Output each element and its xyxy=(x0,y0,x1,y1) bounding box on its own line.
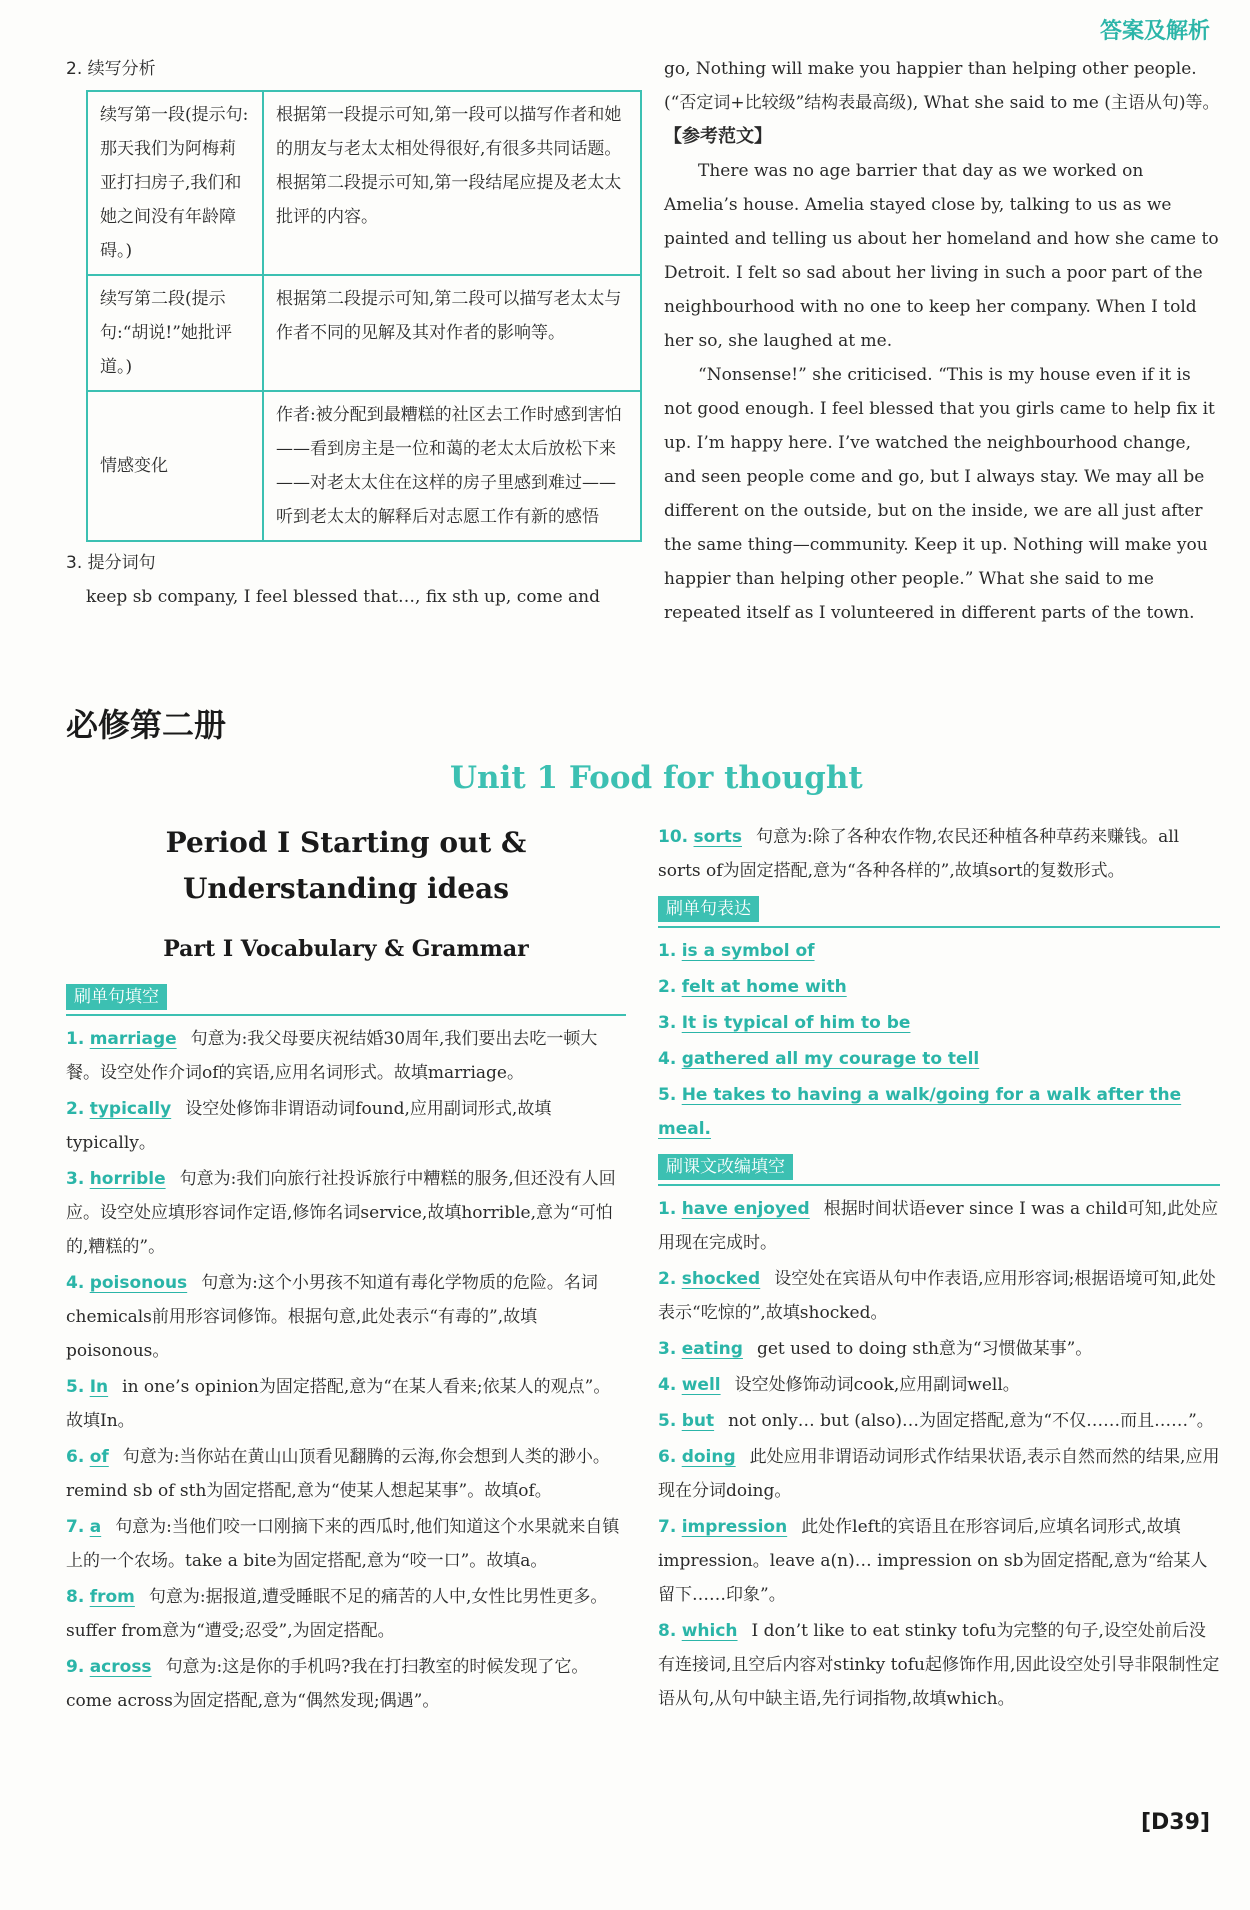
item-number: 1. xyxy=(658,1199,677,1219)
answer: but xyxy=(681,1411,715,1431)
top-right-column xyxy=(664,52,1220,630)
item-number: 5. xyxy=(66,1377,85,1397)
explanation: 句意为:我们向旅行社投诉旅行中糟糕的服务,但还没有人回应。设空处应填形容词作定语,修饰名词service,故填horrible,意为“可怕的,糟糕的”。 xyxy=(66,1169,616,1257)
answer: of xyxy=(89,1447,109,1467)
explanation: 此处作left的宾语且在形容词后,应填名词形式,故填impression。leave a(n)… impression on sb为固定搭配,意为“给某人留下……印象”。 xyxy=(658,1517,1208,1605)
item-number: 3. xyxy=(66,1169,85,1189)
fanwen-label: 【参考范文】 xyxy=(664,126,772,147)
item-number: 2. xyxy=(658,1269,677,1289)
answer: doing xyxy=(681,1447,736,1467)
explanation: 句意为:除了各种农作物,农民还种植各种草药来赚钱。all sorts of为固定搭配,意为“各种各样的”,故填sort的复数形式。 xyxy=(658,827,1180,881)
explanation: 根据时间状语ever since I was a child可知,此处应用现在完成时。 xyxy=(658,1199,1219,1253)
list-item xyxy=(658,1614,1220,1716)
list-item xyxy=(66,1580,626,1648)
list-item xyxy=(66,1266,626,1368)
answer: across xyxy=(89,1657,152,1677)
period-title xyxy=(66,820,626,912)
period-line: Understanding ideas xyxy=(183,872,509,905)
section-badge: 刷课文改编填空 xyxy=(658,1154,793,1180)
answer: is a symbol of xyxy=(681,941,815,961)
answer: have enjoyed xyxy=(681,1199,810,1219)
explanation: 设空处在宾语从句中作表语,应用形容词;根据语境可知,此处表示“吃惊的”,故填shocked。 xyxy=(658,1269,1216,1323)
list-item xyxy=(66,1370,626,1438)
list-item xyxy=(66,1092,626,1160)
answer: horrible xyxy=(89,1169,166,1189)
answer: felt at home with xyxy=(681,977,847,997)
answer: gathered all my courage to tell xyxy=(681,1049,980,1069)
table-key: 情感变化 xyxy=(87,391,263,541)
part-title: Part Ⅰ Vocabulary & Grammar xyxy=(163,936,529,962)
explanation: 句意为:当他们咬一口刚摘下来的西瓜时,他们知道这个水果就来自镇上的一个农场。take a bite为固定搭配,意为“咬一口”。故填a。 xyxy=(66,1517,620,1571)
explanation: 句意为:这是你的手机吗?我在打扫教室的时候发现了它。come across为固定搭配,意为“偶然发现;偶遇”。 xyxy=(66,1657,589,1711)
analysis-table xyxy=(86,90,642,542)
list-item xyxy=(66,1650,626,1718)
item-number: 1. xyxy=(66,1029,85,1049)
item-number: 3. xyxy=(658,1339,677,1359)
item-number: 5. xyxy=(658,1411,677,1431)
answer: marriage xyxy=(89,1029,177,1049)
item-number: 2. xyxy=(66,1099,85,1119)
table-key: 续写第一段(提示句:那天我们为阿梅莉亚打扫房子,我们和她之间没有年龄障碍。) xyxy=(87,91,263,275)
explanation: 设空处修饰动词cook,应用副词well。 xyxy=(734,1375,1020,1395)
explanation: 句意为:我父母要庆祝结婚30周年,我们要出去吃一顿大餐。设空处作介词of的宾语,应用名词形式。故填marriage。 xyxy=(66,1029,598,1083)
answer: which xyxy=(681,1621,738,1641)
list-item xyxy=(658,934,1220,968)
list-item xyxy=(658,1192,1220,1260)
item-number: 5. xyxy=(658,1085,677,1105)
list-item xyxy=(658,1440,1220,1508)
page-number-value: D39 xyxy=(1151,1810,1200,1835)
list-item xyxy=(658,1368,1220,1402)
list-item xyxy=(66,1162,626,1264)
explanation: in one’s opinion为固定搭配,意为“在某人看来;依某人的观点”。故填In。 xyxy=(66,1377,611,1431)
essay-paragraph: There was no age barrier that day as we worked on Amelia’s house. Amelia stayed close by, talking to us as we painted and telling us about her homeland and how she came to Detroit. I felt so sad about her living in such a poor part of the neighbourhood with no one to keep her company. When I told her so, she laughed at me. xyxy=(664,161,1219,351)
explanation: 句意为:据报道,遭受睡眠不足的痛苦的人中,女性比男性更多。suffer from意为“遭受;忍受”,为固定搭配。 xyxy=(66,1587,608,1641)
item-number: 4. xyxy=(658,1375,677,1395)
item-number: 8. xyxy=(66,1587,85,1607)
bottom-left-column xyxy=(66,820,626,1720)
key-phrases: keep sb company, I feel blessed that…, fix sth up, come and xyxy=(86,587,601,607)
table-row xyxy=(87,391,641,541)
badge-row xyxy=(658,892,1220,928)
table-key: 续写第二段(提示句:“胡说!”她批评道。) xyxy=(87,275,263,391)
item-number: 2. xyxy=(658,977,677,997)
list-item xyxy=(66,1510,626,1578)
explanation: not only… but (also)…为固定搭配,意为“不仅……而且……”。 xyxy=(728,1411,1214,1431)
badge-row xyxy=(658,1150,1220,1186)
answer: shocked xyxy=(681,1269,761,1289)
page-number: [D39] xyxy=(1140,1810,1210,1835)
table-row xyxy=(87,91,641,275)
continued-text: go, Nothing will make you happier than helping other people. (“否定词+比较级”结构表最高级), What she said to me (主语从句)等。 xyxy=(664,59,1220,113)
table-row xyxy=(87,275,641,391)
table-value: 根据第一段提示可知,第一段可以描写作者和她的朋友与老太太相处得很好,有很多共同话题。根据第二段提示可知,第一段结尾应提及老太太批评的内容。 xyxy=(263,91,641,275)
answer: eating xyxy=(681,1339,743,1359)
section-heading: 3. 提分词句 xyxy=(66,553,156,573)
list-item xyxy=(66,1440,626,1508)
explanation: I don’t like to eat stinky tofu为完整的句子,设空处前后没有连接词,且空后内容对stinky tofu起修饰作用,因此设空处引导非限制性定语从句,从句中缺主语,先行词指物,故填which。 xyxy=(658,1621,1220,1709)
essay-paragraph: “Nonsense!” she criticised. “This is my house even if it is not good enough. I feel blessed that you girls came to help fix it up. I’m happy here. I’ve watched the neighbourhood change, and seen people come and go, but I always stay. We may all be different on the outside, but on the inside, we are all just after the same thing—community. Keep it up. Nothing will make you happier than helping other people.” What she said to me repeated itself as I volunteered in different parts of the town. xyxy=(664,365,1215,623)
explanation: 句意为:这个小男孩不知道有毒化学物质的危险。名词chemicals前用形容词修饰。根据句意,此处表示“有毒的”,故填poisonous。 xyxy=(66,1273,598,1361)
list-item xyxy=(658,1006,1220,1040)
explanation: 句意为:当你站在黄山山顶看见翻腾的云海,你会想到人类的渺小。remind sb of sth为固定搭配,意为“使某人想起某事”。故填of。 xyxy=(66,1447,610,1501)
list-item xyxy=(658,1042,1220,1076)
badge-row xyxy=(66,980,626,1016)
answer: It is typical of him to be xyxy=(681,1013,911,1033)
section-heading: 2. 续写分析 xyxy=(66,59,156,79)
item-number: 3. xyxy=(658,1013,677,1033)
item-number: 7. xyxy=(66,1517,85,1537)
list-item xyxy=(658,1510,1220,1612)
explanation: 设空处修饰非谓语动词found,应用副词形式,故填typically。 xyxy=(66,1099,552,1153)
table-value: 作者:被分配到最糟糕的社区去工作时感到害怕——看到房主是一位和蔼的老太太后放松下来——对老太太住在这样的房子里感到难过——听到老太太的解释后对志愿工作有新的感悟 xyxy=(263,391,641,541)
list-item xyxy=(66,1022,626,1090)
table-value: 根据第二段提示可知,第二段可以描写老太太与作者不同的见解及其对作者的影响等。 xyxy=(263,275,641,391)
item-number: 10. xyxy=(658,827,689,847)
section-badge: 刷单句填空 xyxy=(66,984,167,1010)
period-line: Period Ⅰ Starting out & xyxy=(165,826,527,859)
unit-title: Unit 1 Food for thought xyxy=(450,760,863,796)
item-number: 4. xyxy=(658,1049,677,1069)
item-number: 8. xyxy=(658,1621,677,1641)
explanation: 此处应用非谓语动词形式作结果状语,表示自然而然的结果,应用现在分词doing。 xyxy=(658,1447,1220,1501)
bottom-right-column xyxy=(658,820,1220,1718)
answer: poisonous xyxy=(89,1273,188,1293)
list-item xyxy=(658,1078,1220,1146)
list-item xyxy=(658,1404,1220,1438)
explanation: get used to doing sth意为“习惯做某事”。 xyxy=(756,1339,1093,1359)
section-title: 必修第二册 xyxy=(66,706,227,744)
answer: sorts xyxy=(693,827,742,847)
item-number: 1. xyxy=(658,941,677,961)
answer: In xyxy=(89,1377,109,1397)
top-left-column xyxy=(66,52,626,614)
list-item xyxy=(658,820,1220,888)
answer: impression xyxy=(681,1517,788,1537)
item-number: 6. xyxy=(658,1447,677,1467)
item-number: 6. xyxy=(66,1447,85,1467)
answer: from xyxy=(89,1587,135,1607)
list-item xyxy=(658,1262,1220,1330)
header-title: 答案及解析 xyxy=(1099,19,1210,44)
item-number: 7. xyxy=(658,1517,677,1537)
section-badge: 刷单句表达 xyxy=(658,896,759,922)
answer: He takes to having a walk/going for a walk after the meal. xyxy=(658,1085,1182,1139)
list-item xyxy=(658,1332,1220,1366)
answer: well xyxy=(681,1375,721,1395)
item-number: 9. xyxy=(66,1657,85,1677)
answer: typically xyxy=(89,1099,172,1119)
item-number: 4. xyxy=(66,1273,85,1293)
list-item xyxy=(658,970,1220,1004)
answer: a xyxy=(89,1517,102,1537)
